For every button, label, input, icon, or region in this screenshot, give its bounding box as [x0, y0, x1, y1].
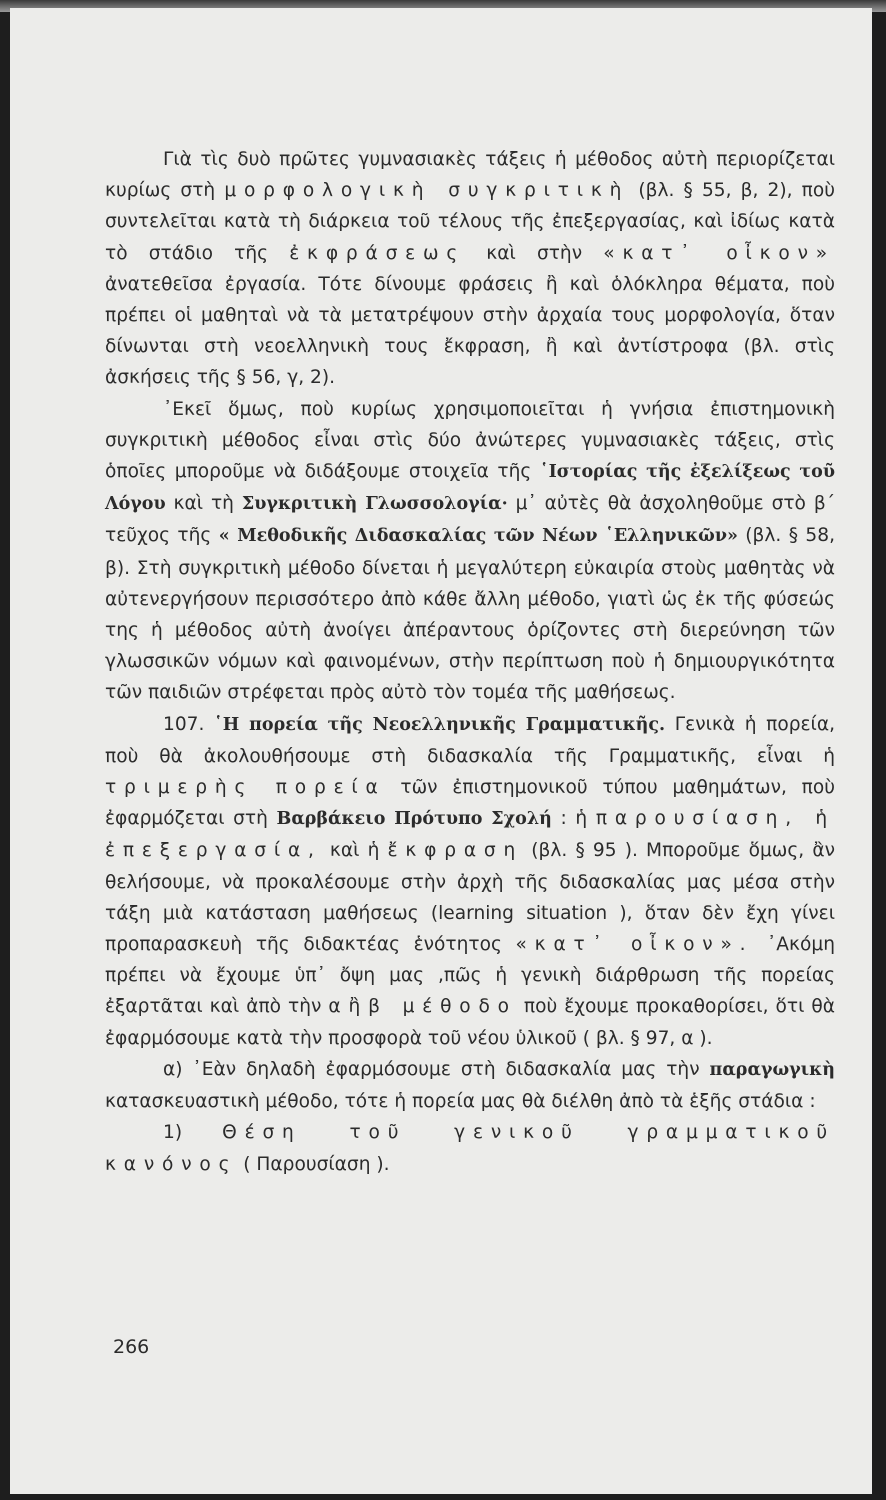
text-run: 1): [163, 1122, 223, 1144]
bold-term: ῾Ιστορίας τῆς ἐξελίξεως τοῦ Λόγου: [105, 462, 835, 515]
bold-term: Βαρβάκειο Πρότυπο Σχολή: [276, 809, 552, 830]
text-run: κατασκευαστικὴ μέθοδο, τότε ἡ πορεία μας θὰ διέλθη ἀπὸ τὰ ἑξῆς στάδια :: [105, 1091, 816, 1113]
paragraph-107: [105, 709, 835, 1054]
text-run: Γενικὰ ἡ πορεία, ποὺ θὰ ἀκολουθήσουμε στὴ διδασκαλία τῆς Γραμματικῆς, εἶναι ἡ: [105, 713, 836, 767]
paragraph-1: [105, 144, 835, 394]
paragraph-a: [105, 1054, 835, 1117]
spaced-term: «κατ᾿ οἶκον».: [515, 934, 754, 956]
text-run: καὶ τὴ: [165, 493, 242, 515]
text-run: : ἡ: [551, 808, 596, 830]
body-text: [105, 144, 835, 1180]
bold-term: παραγωγικὴ: [709, 1059, 835, 1080]
section-number: 107.: [163, 713, 215, 735]
text-run: (βλ. § 58, β). Στὴ συγκριτικὴ μέθοδο δίνεται ἡ μεγαλύτερη εὐκαιρία στοὺς μαθητὰς νὰ αὐτενεργήσουν περισσότερο ἀπὸ κάθε ἄλλη μέθοδο, γιατὶ ὡς ἐκ τῆς φύσεώς της ἡ μέθοδος αὐτὴ ἀνοίγει ἀπέραντους ὁρίζοντες στὴ διερεύνηση τῶν γλωσσικῶν νόμων καὶ φαινομένων, στὴν περίπτωση ποὺ ἡ δημιουργικότητα τῶν παιδιῶν στρέφεται πρὸς αὐτὸ τὸν τομέα τῆς μαθήσεως.: [105, 525, 835, 704]
text-run: μ᾿ αὐτὲς θὰ ἀσχοληθοῦμε στὸ β΄ τεῦχος τῆς: [105, 493, 836, 547]
text-run: Γιὰ τὶς δυὸ πρῶτες γυμνασιακὲς τάξεις ἡ μέθοδος αὐτὴ περιορίζεται κυρίως στὴ: [105, 149, 835, 202]
bold-term: Συγκριτικὴ Γλωσσολογία·: [241, 494, 508, 515]
spaced-term: ἐκφράσεως: [289, 242, 466, 264]
spaced-term: αἢβ μέθοδο: [328, 996, 517, 1018]
text-run: καὶ στὴν: [465, 242, 604, 264]
spaced-term: μορφολογικὴ συγκριτικὴ: [224, 180, 630, 202]
text-run: ποὺ ἔχουμε προκαθορίσει, ὅτι θὰ ἐφαρμόσουμε κατὰ τὴν προσφορὰ τοῦ νέου ὑλικοῦ ( βλ. § 97, α ).: [105, 996, 836, 1049]
spaced-term: παρουσίαση, ἡ ἐπεξεργασία,: [105, 808, 835, 862]
text-run: (βλ. § 95 ). Μποροῦμε ὅμως, ἂν θελήσουμε, νὰ προκαλέσουμε στὴν ἀρχὴ τῆς διδασκαλίας μας μέσα στὴν τάξη μιὰ κατάσταση μαθήσεως (learning situation ), ὅταν δὲν ἔχη γίνει προπαρασκευὴ τῆς διδακτέας ἑνότητος: [105, 840, 835, 956]
spaced-term: τριμερὴς πορεία: [105, 777, 386, 799]
paragraph-stage-1: [105, 1117, 835, 1179]
spaced-term: ἔκφραση: [387, 840, 524, 862]
text-run: ᾿Ακόμη πρέπει νὰ ἔχουμε ὑπ᾿ ὄψη μας ,πῶς ἡ γενικὴ διάρθρωση τῆς πορείας ἐξαρτᾶται καὶ ἀπὸ τὴν: [105, 934, 835, 1018]
text-run: ᾿Εκεῖ ὅμως, ποὺ κυρίως χρησιμοποιεῖται ἡ γνήσια ἐπιστημονικὴ συγκριτικὴ μέθοδος εἶναι στὶς δύο ἀνώτερες γυμνασιακὲς τάξεις, στὶς ὁποῖες μποροῦμε νὰ διδάξουμε στοιχεῖα τῆς: [105, 398, 835, 483]
text-run: ( Παρουσίαση ).: [237, 1153, 390, 1175]
bold-term: « Μεθοδικῆς Διδασκαλίας τῶν Νέων ῾Ελληνικῶν»: [218, 526, 738, 547]
section-heading: ῾Η πορεία τῆς Νεοελληνικῆς Γραμματικῆς.: [214, 714, 666, 735]
spaced-term: «κατ᾿ οἶκον»: [603, 242, 835, 264]
text-run: (βλ. § 55, β, 2), ποὺ συντελεῖται κατὰ τὴ διάρκεια τοῦ τέλους τῆς ἐπεξεργασίας, καὶ ἰδίως κατὰ τὸ στάδιο τῆς: [105, 180, 835, 264]
text-run: α) ᾿Εὰν δηλαδὴ ἐφαρμόσουμε στὴ διδασκαλία μας τὴν: [163, 1058, 710, 1080]
page-number: 266: [113, 1336, 150, 1358]
text-run: ἀνατεθεῖσα ἐργασία. Τότε δίνουμε φράσεις ἢ καὶ ὁλόκληρα θέματα, ποὺ πρέπει οἱ μαθηταὶ νὰ τὰ μετατρέψουν στὴν ἀρχαία τους μορφολογία, ὅταν δίνωνται στὴ νεοελληνικὴ τους ἔκφραση, ἢ καὶ ἀντίστροφα (βλ. στὶς ἀσκήσεις τῆς § 56, γ, 2).: [105, 273, 835, 389]
text-run: καὶ ἡ: [321, 840, 388, 862]
paragraph-2: [105, 394, 835, 709]
spaced-term: Θέση τοῦ γενικοῦ γραμματικοῦ κανόνος: [105, 1122, 835, 1175]
text-run: τῶν ἐπιστημονικοῦ τύπου μαθημάτων, ποὺ ἐφαρμόζεται στὴ: [105, 777, 835, 830]
